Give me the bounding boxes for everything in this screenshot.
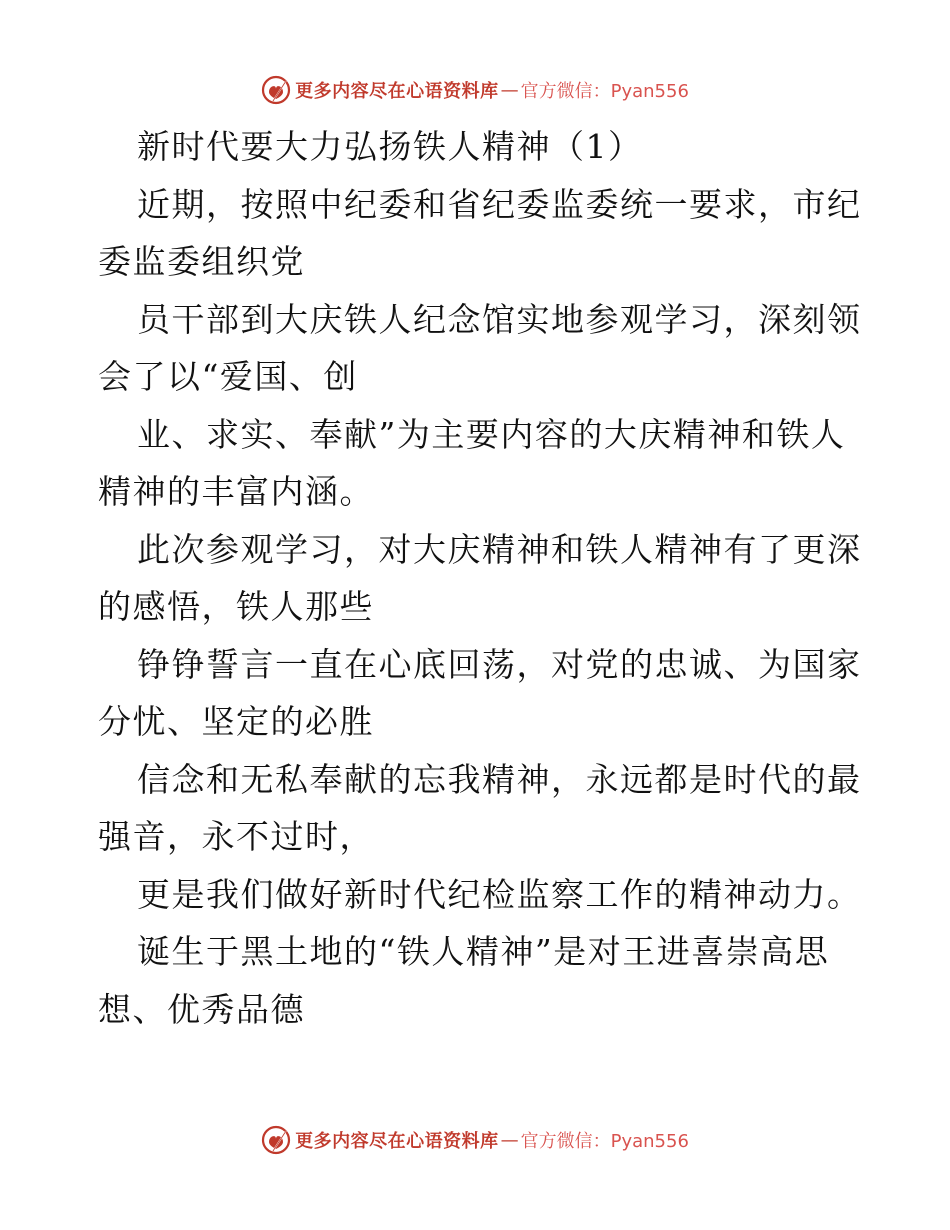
- paragraph-line: 强音，永不过时，: [98, 817, 374, 856]
- paragraph-line: 想、优秀品德: [98, 989, 305, 1029]
- paragraph-line: 近期，按照中纪委和省纪委监委统一要求，市纪: [137, 184, 862, 224]
- watermark-main-text: 更多内容尽在心语资料库: [295, 1131, 499, 1152]
- paragraph-line: 委监委组织党: [98, 242, 305, 281]
- paragraph-line: 业、求实、奉献”为主要内容的大庆精神和铁人: [137, 414, 846, 454]
- header-watermark-banner: [0, 70, 950, 110]
- document-title: 新时代要大力弘扬铁人精神（1）: [137, 127, 643, 166]
- quill-heart-logo-icon: [261, 75, 291, 105]
- watermark-separator: —: [500, 1129, 519, 1151]
- paragraph-line: 此次参观学习，对大庆精神和铁人精神有了更深: [137, 529, 862, 569]
- footer-watermark-banner: [0, 1120, 950, 1160]
- paragraph-line: 精神的丰富内涵。: [98, 472, 374, 511]
- watermark-separator: —: [500, 79, 519, 101]
- paragraph-line: 分忧、坚定的必胜: [98, 702, 374, 741]
- quill-heart-logo-icon: [261, 1125, 291, 1155]
- paragraph-line: 员干部到大庆铁人纪念馆实地参观学习，深刻领: [137, 299, 862, 339]
- watermark-wechat-text: 官方微信：Pyan556: [520, 81, 689, 102]
- paragraph-line: 信念和无私奉献的忘我精神，永远都是时代的最: [137, 759, 862, 799]
- paragraph-line: 会了以“爱国、创: [98, 357, 358, 396]
- paragraph-line: 的感悟，铁人那些: [98, 587, 374, 626]
- paragraph-line: 更是我们做好新时代纪检监察工作的精神动力。: [137, 874, 862, 914]
- paragraph-line: 诞生于黑土地的“铁人精神”是对王进喜崇高思: [137, 932, 830, 971]
- document-body: [98, 118, 862, 1038]
- paragraph-line: 铮铮誓言一直在心底回荡，对党的忠诚、为国家: [137, 644, 862, 684]
- watermark-main-text: 更多内容尽在心语资料库: [295, 81, 499, 102]
- watermark-wechat-text: 官方微信：Pyan556: [520, 1131, 689, 1152]
